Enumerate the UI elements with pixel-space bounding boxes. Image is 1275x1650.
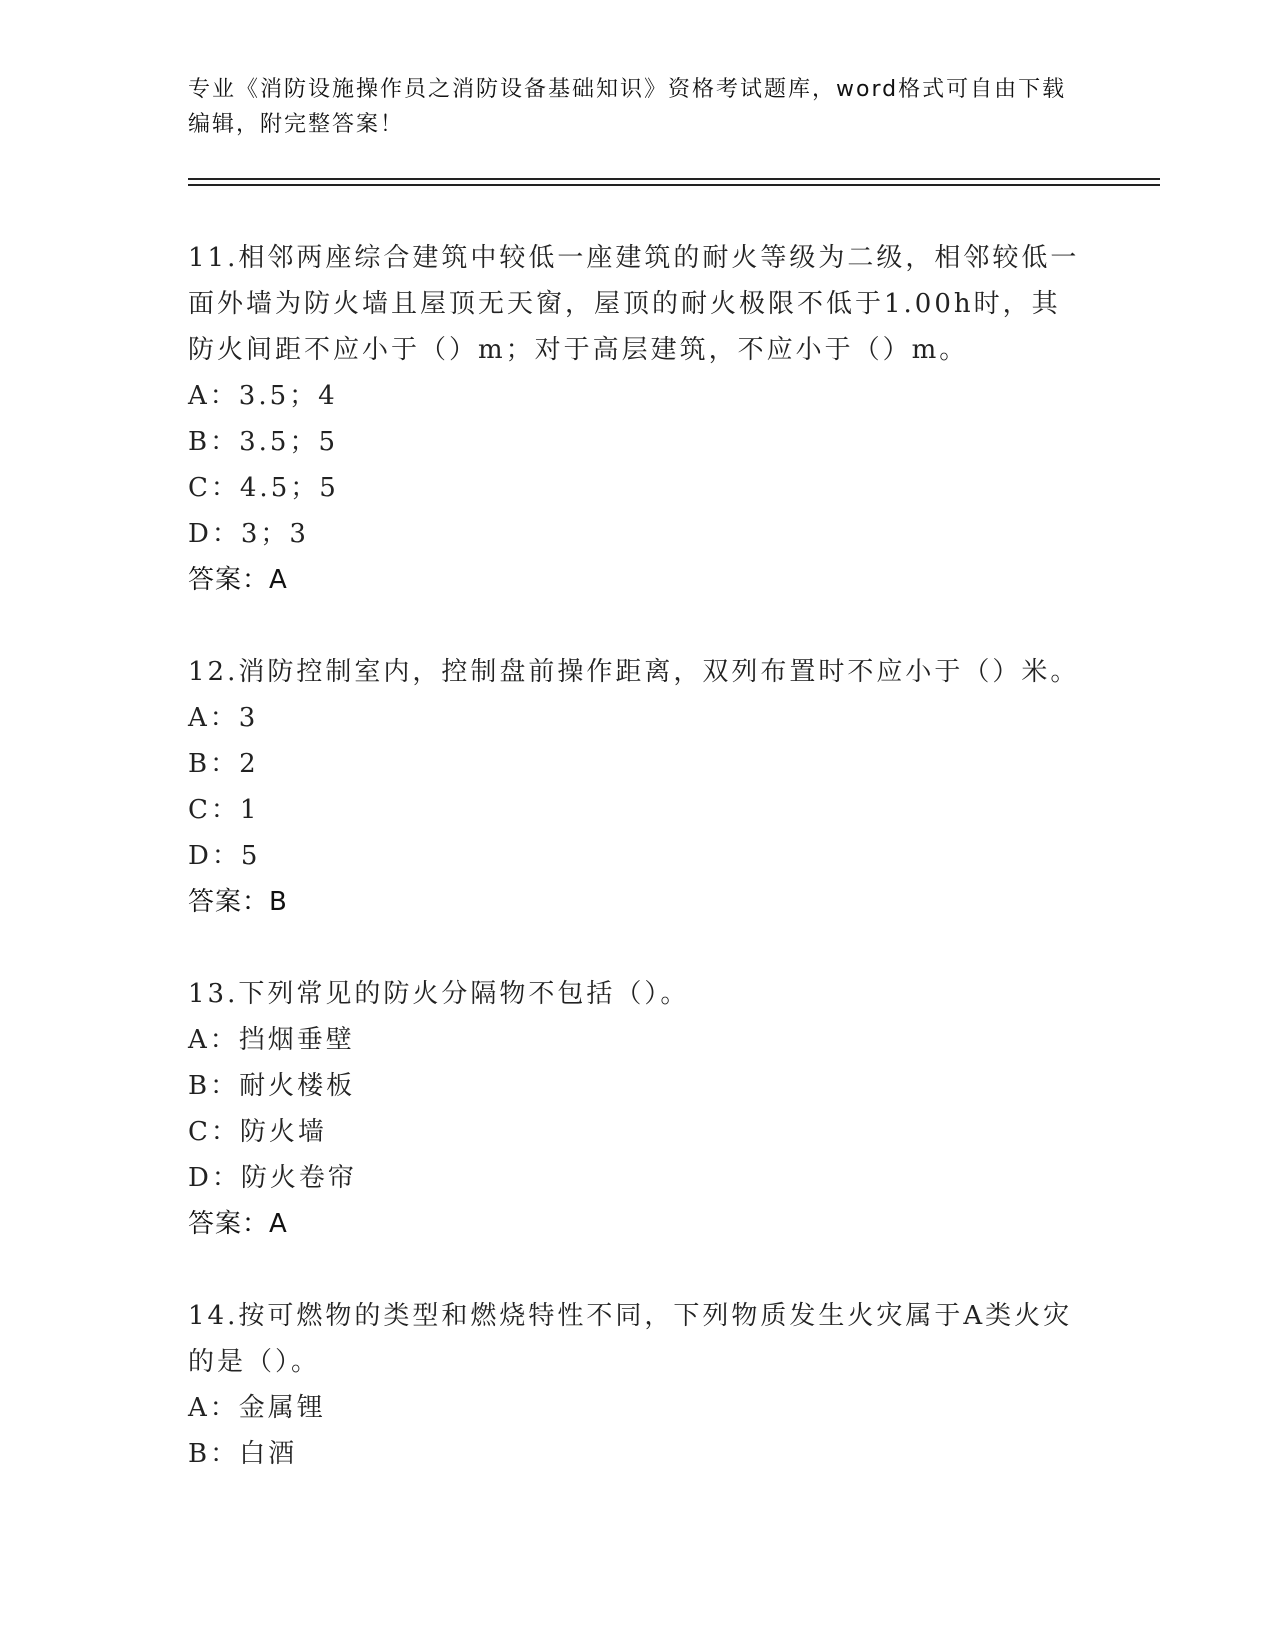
answer: 答案：A bbox=[188, 565, 288, 595]
answer: 答案：B bbox=[188, 887, 288, 917]
option-d: D：5 bbox=[188, 841, 261, 871]
question-11 bbox=[188, 235, 1088, 603]
question-12 bbox=[188, 649, 1088, 925]
question-list bbox=[188, 235, 1088, 1523]
question-title: 13.下列常见的防火分隔物不包括（）。 bbox=[188, 979, 690, 1009]
option-d: D：防火卷帘 bbox=[188, 1163, 357, 1193]
document-header: 专业《消防设施操作员之消防设备基础知识》资格考试题库，word格式可自由下载编辑，附完整答案！ bbox=[188, 77, 1067, 137]
option-c: C：防火墙 bbox=[188, 1117, 327, 1147]
option-d: D：3；3 bbox=[188, 519, 309, 549]
option-b: B：3.5；5 bbox=[188, 427, 338, 457]
option-a: A：金属锂 bbox=[188, 1393, 326, 1423]
question-14 bbox=[188, 1293, 1088, 1477]
option-a: A：3.5；4 bbox=[188, 381, 338, 411]
question-title: 11.相邻两座综合建筑中较低一座建筑的耐火等级为二级，相邻较低一面外墙为防火墙且屋顶无天窗，屋顶的耐火极限不低于1.00h时，其防火间距不应小于（）m；对于高层建筑，不应小于（）m。 bbox=[188, 243, 1080, 365]
option-a: A：挡烟垂壁 bbox=[188, 1025, 355, 1055]
option-b: B：2 bbox=[188, 749, 259, 779]
answer: 答案：A bbox=[188, 1209, 288, 1239]
option-a: A：3 bbox=[188, 703, 259, 733]
question-title: 14.按可燃物的类型和燃烧特性不同，下列物质发生火灾属于A类火灾的是（）。 bbox=[188, 1301, 1073, 1377]
option-b: B：白酒 bbox=[188, 1439, 298, 1469]
option-c: C：4.5；5 bbox=[188, 473, 339, 503]
option-c: C：1 bbox=[188, 795, 260, 825]
question-13 bbox=[188, 971, 1088, 1247]
header-divider-top bbox=[188, 178, 1160, 180]
header-divider-bottom bbox=[188, 184, 1160, 186]
option-b: B：耐火楼板 bbox=[188, 1071, 356, 1101]
question-title: 12.消防控制室内，控制盘前操作距离，双列布置时不应小于（）米。 bbox=[188, 657, 1080, 687]
